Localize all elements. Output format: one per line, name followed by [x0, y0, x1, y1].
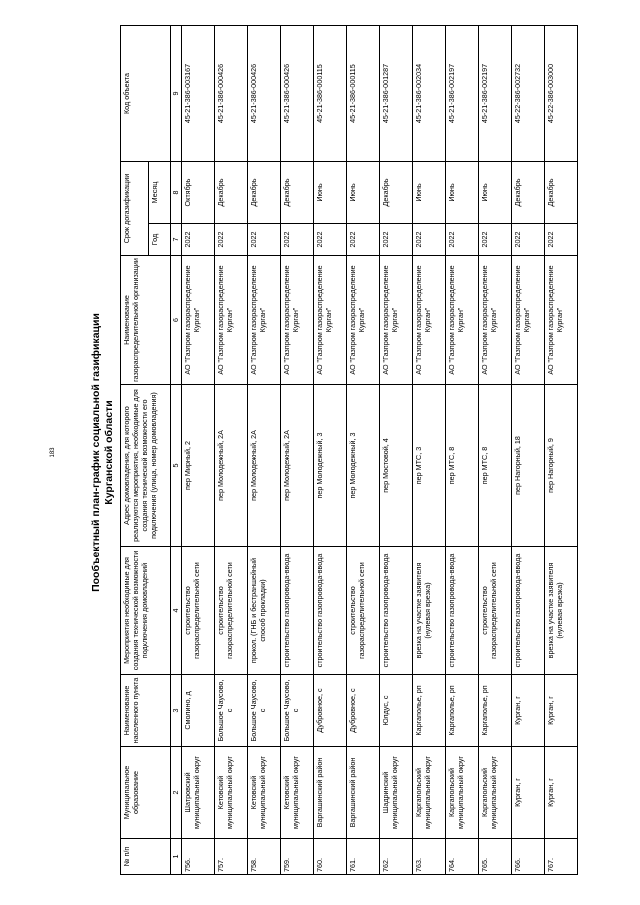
- column-number: 6: [171, 256, 182, 385]
- organization-cell: АО "Газпром газораспределение Курган": [347, 256, 380, 385]
- activity-cell: строительство газораспределительной сети: [215, 547, 248, 675]
- activity-cell: строительство газопровода-ввода: [380, 547, 413, 675]
- municipality-cell: Варгашинский район: [347, 747, 380, 839]
- object-code-cell: 45-21-386-000426: [281, 26, 314, 162]
- settlement-cell: Большое Чаусово, с: [281, 675, 314, 747]
- month-cell: Декабрь: [545, 162, 578, 224]
- row-number: 756.: [182, 839, 215, 875]
- header-organization: Наименование газораспределительной организации: [121, 256, 171, 385]
- settlement-cell: Юлдус, с: [380, 675, 413, 747]
- activity-cell: строительство газораспределительной сети: [182, 547, 215, 675]
- document-title: [90, 0, 116, 905]
- row-number: 765.: [479, 839, 512, 875]
- settlement-cell: Каргаполье, рп: [413, 675, 446, 747]
- table-row: [281, 26, 314, 875]
- municipality-cell: Варгашинский район: [314, 747, 347, 839]
- year-cell: 2022: [281, 224, 314, 256]
- page-number: 183: [50, 447, 56, 458]
- table-row: [446, 26, 479, 875]
- table-row: [380, 26, 413, 875]
- title-line-2: Курганской области: [103, 400, 115, 505]
- organization-cell: АО "Газпром газораспределение Курган": [281, 256, 314, 385]
- column-number: 4: [171, 547, 182, 675]
- month-cell: Июнь: [413, 162, 446, 224]
- year-cell: 2022: [314, 224, 347, 256]
- address-cell: пер МТС, 8: [446, 385, 479, 547]
- table-row: [512, 26, 545, 875]
- header-year: Год: [149, 224, 171, 256]
- activity-cell: строительство газораспределительной сети: [479, 547, 512, 675]
- activity-cell: строительство газопровода-ввода: [446, 547, 479, 675]
- table-row: [314, 26, 347, 875]
- object-code-cell: 45-21-386-000426: [215, 26, 248, 162]
- month-cell: Декабрь: [512, 162, 545, 224]
- municipality-cell: Курган, г: [512, 747, 545, 839]
- object-code-cell: 45-21-386-002197: [479, 26, 512, 162]
- settlement-cell: Каргаполье, рп: [446, 675, 479, 747]
- table-row: [347, 26, 380, 875]
- year-cell: 2022: [380, 224, 413, 256]
- column-number: 3: [171, 675, 182, 747]
- year-cell: 2022: [347, 224, 380, 256]
- object-code-cell: 45-22-386-002732: [512, 26, 545, 162]
- header-object-code: Код объекта: [121, 26, 171, 162]
- header-settlement: Наименование населенного пункта: [121, 675, 171, 747]
- month-cell: Июнь: [479, 162, 512, 224]
- header-deadline: Срок догазификации: [121, 162, 149, 256]
- organization-cell: АО "Газпром газораспределение Курган": [380, 256, 413, 385]
- address-cell: пер Нагорный, 18: [512, 385, 545, 547]
- header-number: № п/п: [121, 839, 171, 875]
- organization-cell: АО "Газпром газораспределение Курган": [215, 256, 248, 385]
- month-cell: Декабрь: [215, 162, 248, 224]
- municipality-cell: Каргапольский муниципальный округ: [413, 747, 446, 839]
- table-row: [182, 26, 215, 875]
- object-code-cell: 45-22-386-003000: [545, 26, 578, 162]
- column-number: 2: [171, 747, 182, 839]
- settlement-cell: Большое Чаусово, с: [248, 675, 281, 747]
- header-activities: Мероприятия необходимые для создания технической возможности подключения домовладений: [121, 547, 171, 675]
- header-row: [121, 26, 149, 875]
- municipality-cell: Курган, г: [545, 747, 578, 839]
- year-cell: 2022: [215, 224, 248, 256]
- month-cell: Декабрь: [380, 162, 413, 224]
- header-municipality: Муниципальное образование: [121, 747, 171, 839]
- address-cell: пер Нагорный, 9: [545, 385, 578, 547]
- object-code-cell: 45-21-386-000115: [347, 26, 380, 162]
- row-number: 762.: [380, 839, 413, 875]
- year-cell: 2022: [479, 224, 512, 256]
- organization-cell: АО "Газпром газораспределение Курган": [479, 256, 512, 385]
- settlement-cell: Каргаполье, рп: [479, 675, 512, 747]
- municipality-cell: Кетовский муниципальный округ: [248, 747, 281, 839]
- object-code-cell: 45-21-386-000115: [314, 26, 347, 162]
- address-cell: пер Мирный, 2: [182, 385, 215, 547]
- month-cell: Июнь: [446, 162, 479, 224]
- municipality-cell: Каргапольский муниципальный округ: [446, 747, 479, 839]
- year-cell: 2022: [446, 224, 479, 256]
- activity-cell: врезка на участке заявителя (нулевая врезка): [413, 547, 446, 675]
- table-row: [479, 26, 512, 875]
- month-cell: Декабрь: [248, 162, 281, 224]
- municipality-cell: Каргапольский муниципальный округ: [479, 747, 512, 839]
- municipality-cell: Шатровский муниципальный округ: [182, 747, 215, 839]
- row-number: 759.: [281, 839, 314, 875]
- address-cell: пер Молодежный, 2А: [281, 385, 314, 547]
- address-cell: пер МТС, 3: [413, 385, 446, 547]
- object-code-cell: 45-21-386-000426: [248, 26, 281, 162]
- activity-cell: строительство газопровода-ввода: [314, 547, 347, 675]
- column-number: 8: [171, 162, 182, 224]
- year-cell: 2022: [413, 224, 446, 256]
- month-cell: Декабрь: [281, 162, 314, 224]
- organization-cell: АО "Газпром газораспределение Курган": [413, 256, 446, 385]
- organization-cell: АО "Газпром газораспределение Курган": [248, 256, 281, 385]
- column-number: 9: [171, 26, 182, 162]
- address-cell: пер Молодежный, 3: [314, 385, 347, 547]
- row-number: 766.: [512, 839, 545, 875]
- municipality-cell: Кетовский муниципальный округ: [281, 747, 314, 839]
- table-row: [545, 26, 578, 875]
- row-number: 764.: [446, 839, 479, 875]
- column-number: 5: [171, 385, 182, 547]
- row-number: 758.: [248, 839, 281, 875]
- title-line-1: Пообъектный план-график социальной газификации: [90, 313, 102, 592]
- year-cell: 2022: [248, 224, 281, 256]
- organization-cell: АО "Газпром газораспределение Курган": [182, 256, 215, 385]
- row-number: 757.: [215, 839, 248, 875]
- address-cell: пер Молодежный, 3: [347, 385, 380, 547]
- object-code-cell: 45-21-386-002197: [446, 26, 479, 162]
- table-row: [413, 26, 446, 875]
- object-code-cell: 45-21-386-003167: [182, 26, 215, 162]
- activity-cell: строительство газораспределительной сети: [347, 547, 380, 675]
- header-month: Месяц: [149, 162, 171, 224]
- column-number-row: [171, 26, 182, 875]
- row-number: 761.: [347, 839, 380, 875]
- row-number: 767.: [545, 839, 578, 875]
- month-cell: Июнь: [347, 162, 380, 224]
- year-cell: 2022: [545, 224, 578, 256]
- month-cell: Октябрь: [182, 162, 215, 224]
- settlement-cell: Курган, г: [545, 675, 578, 747]
- settlement-cell: Дубровное, с: [314, 675, 347, 747]
- settlement-cell: Дубровное, с: [347, 675, 380, 747]
- year-cell: 2022: [182, 224, 215, 256]
- address-cell: пер МТС, 8: [479, 385, 512, 547]
- address-cell: пер Мостовой, 4: [380, 385, 413, 547]
- column-number: 7: [171, 224, 182, 256]
- activity-cell: строительство газопровода-ввода: [512, 547, 545, 675]
- year-cell: 2022: [512, 224, 545, 256]
- organization-cell: АО "Газпром газораспределение Курган": [446, 256, 479, 385]
- organization-cell: АО "Газпром газораспределение Курган": [545, 256, 578, 385]
- organization-cell: АО "Газпром газораспределение Курган": [512, 256, 545, 385]
- address-cell: пер Молодежный, 2А: [215, 385, 248, 547]
- header-address: Адрес домовладения, для которого реализуются мероприятия, необходимые для создания технической возможности его подключения (улица, номер домовладения): [121, 385, 171, 547]
- settlement-cell: Курган, г: [512, 675, 545, 747]
- activity-cell: врезка на участке заявителя (нулевая врезка): [545, 547, 578, 675]
- row-number: 760.: [314, 839, 347, 875]
- month-cell: Июнь: [314, 162, 347, 224]
- row-number: 763.: [413, 839, 446, 875]
- municipality-cell: Шадринский муниципальный округ: [380, 747, 413, 839]
- settlement-cell: Большое Чаусово, с: [215, 675, 248, 747]
- address-cell: пер Молодежный, 2А: [248, 385, 281, 547]
- table-row: [215, 26, 248, 875]
- organization-cell: АО "Газпром газораспределение Курган": [314, 256, 347, 385]
- gasification-schedule-table: [120, 25, 578, 875]
- object-code-cell: 45-21-386-001287: [380, 26, 413, 162]
- municipality-cell: Кетовский муниципальный округ: [215, 747, 248, 839]
- settlement-cell: Смолино, д: [182, 675, 215, 747]
- table-row: [248, 26, 281, 875]
- object-code-cell: 45-21-386-002034: [413, 26, 446, 162]
- activity-cell: прокол. (ГНБ и бестраншейный способ прокладки): [248, 547, 281, 675]
- column-number: 1: [171, 839, 182, 875]
- activity-cell: строительство газопровода-ввода: [281, 547, 314, 675]
